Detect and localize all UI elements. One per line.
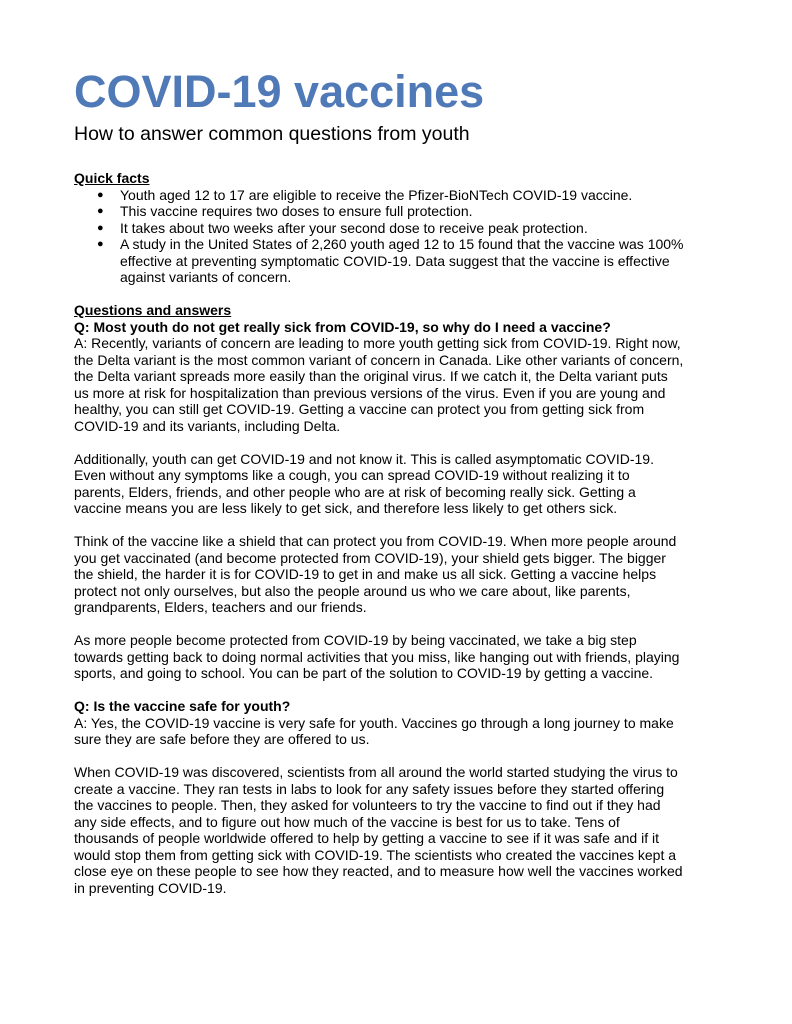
answer-paragraph: A: Recently, variants of concern are leading to more youth getting sick from COVID-19. Right now, the Delta variant is the most common variant of concern in Canada. Like other variants of concern, the Delta variant spreads more easily than the original virus. If we catch it, the Delta variant puts us more at risk for hospitalization than previous versions of the virus. Even if you are young and healthy, you can still get COVID-19. Getting a vaccine can protect you from getting sick from COVID-19 and its variants, including Delta. (74, 335, 684, 434)
bullet-icon: ● (97, 221, 104, 234)
answer-paragraph: As more people become protected from COVID-19 by being vaccinated, we take a big step towards getting back to doing normal activities that you miss, like hanging out with friends, playing sports, and going to school. You can be part of the solution to COVID-19 by getting a vaccine. (74, 632, 680, 681)
qa-block (74, 319, 684, 682)
quick-fact-text: A study in the United States of 2,260 youth aged 12 to 15 found that the vaccine was 100% effective at preventing symptomatic COVID-19. Data suggest that the vaccine is effective against variants of concern. (120, 236, 684, 285)
quick-facts-section (74, 170, 684, 286)
quick-fact-item (97, 219, 684, 237)
qa-block (74, 698, 684, 896)
document-title: COVID-19 vaccines (74, 66, 485, 117)
answer-paragraph: When COVID-19 was discovered, scientists from all around the world started studying the virus to create a vaccine. They ran tests in labs to look for any safety issues before they started offering the vaccines to people. Then, they asked for volunteers to try the vaccine to find out if they had any side effects, and to figure out how much of the vaccine is best for us to take. Tens of thousands of people worldwide offered to help by getting a vaccine to see if it was safe and if it would stop them from getting sick with COVID-19. The scientists who created the vaccines kept a close eye on these people to see how they reacted, and to measure how well the vaccines worked in preventing COVID-19. (74, 764, 683, 896)
bullet-icon: ● (97, 205, 104, 217)
bullet-icon: ● (97, 188, 104, 201)
question-text: Q: Is the vaccine safe for youth? (74, 698, 291, 714)
quick-fact-text: This vaccine requires two doses to ensure full protection. (120, 203, 473, 219)
bullet-icon: ● (97, 238, 104, 250)
answer-paragraph: Additionally, youth can get COVID-19 and not know it. This is called asymptomatic COVID-19. Even without any symptoms like a cough, you can spread COVID-19 without realizing it to parents, Elders, friends, and other people who are at risk of becoming really sick. Getting a vaccine means you are less likely to get sick, and therefore less likely to get others sick. (74, 450, 654, 516)
quick-facts-list (74, 187, 684, 286)
questions-answers-section (74, 302, 684, 896)
quick-fact-item (97, 186, 684, 204)
answer-paragraph: Think of the vaccine like a shield that can protect you from COVID-19. When more people around you get vaccinated (and become protected from COVID-19), your shield gets bigger. The bigger the shield, the harder it is for COVID-19 to get in and make us all sick. Getting a vaccine helps protect not only ourselves, but also the people around us who we care about, like parents, grandparents, Elders, teachers and our friends. (74, 533, 677, 615)
quick-fact-item (97, 236, 684, 286)
document-page (74, 62, 684, 896)
question-text: Q: Most youth do not get really sick from COVID-19, so why do I need a vaccine? (74, 318, 611, 335)
quick-fact-text: It takes about two weeks after your second dose to receive peak protection. (120, 219, 588, 236)
questions-answers-heading: Questions and answers (74, 302, 232, 318)
quick-fact-item (97, 203, 684, 220)
answer-paragraph: A: Yes, the COVID-19 vaccine is very safe for youth. Vaccines go through a long journey to make sure they are safe before they are offered to us. (74, 714, 674, 747)
quick-facts-heading: Quick facts (74, 170, 150, 186)
quick-fact-text: Youth aged 12 to 17 are eligible to receive the Pfizer-BioNTech COVID-19 vaccine. (120, 186, 633, 203)
document-subtitle: How to answer common questions from youth (74, 123, 470, 145)
